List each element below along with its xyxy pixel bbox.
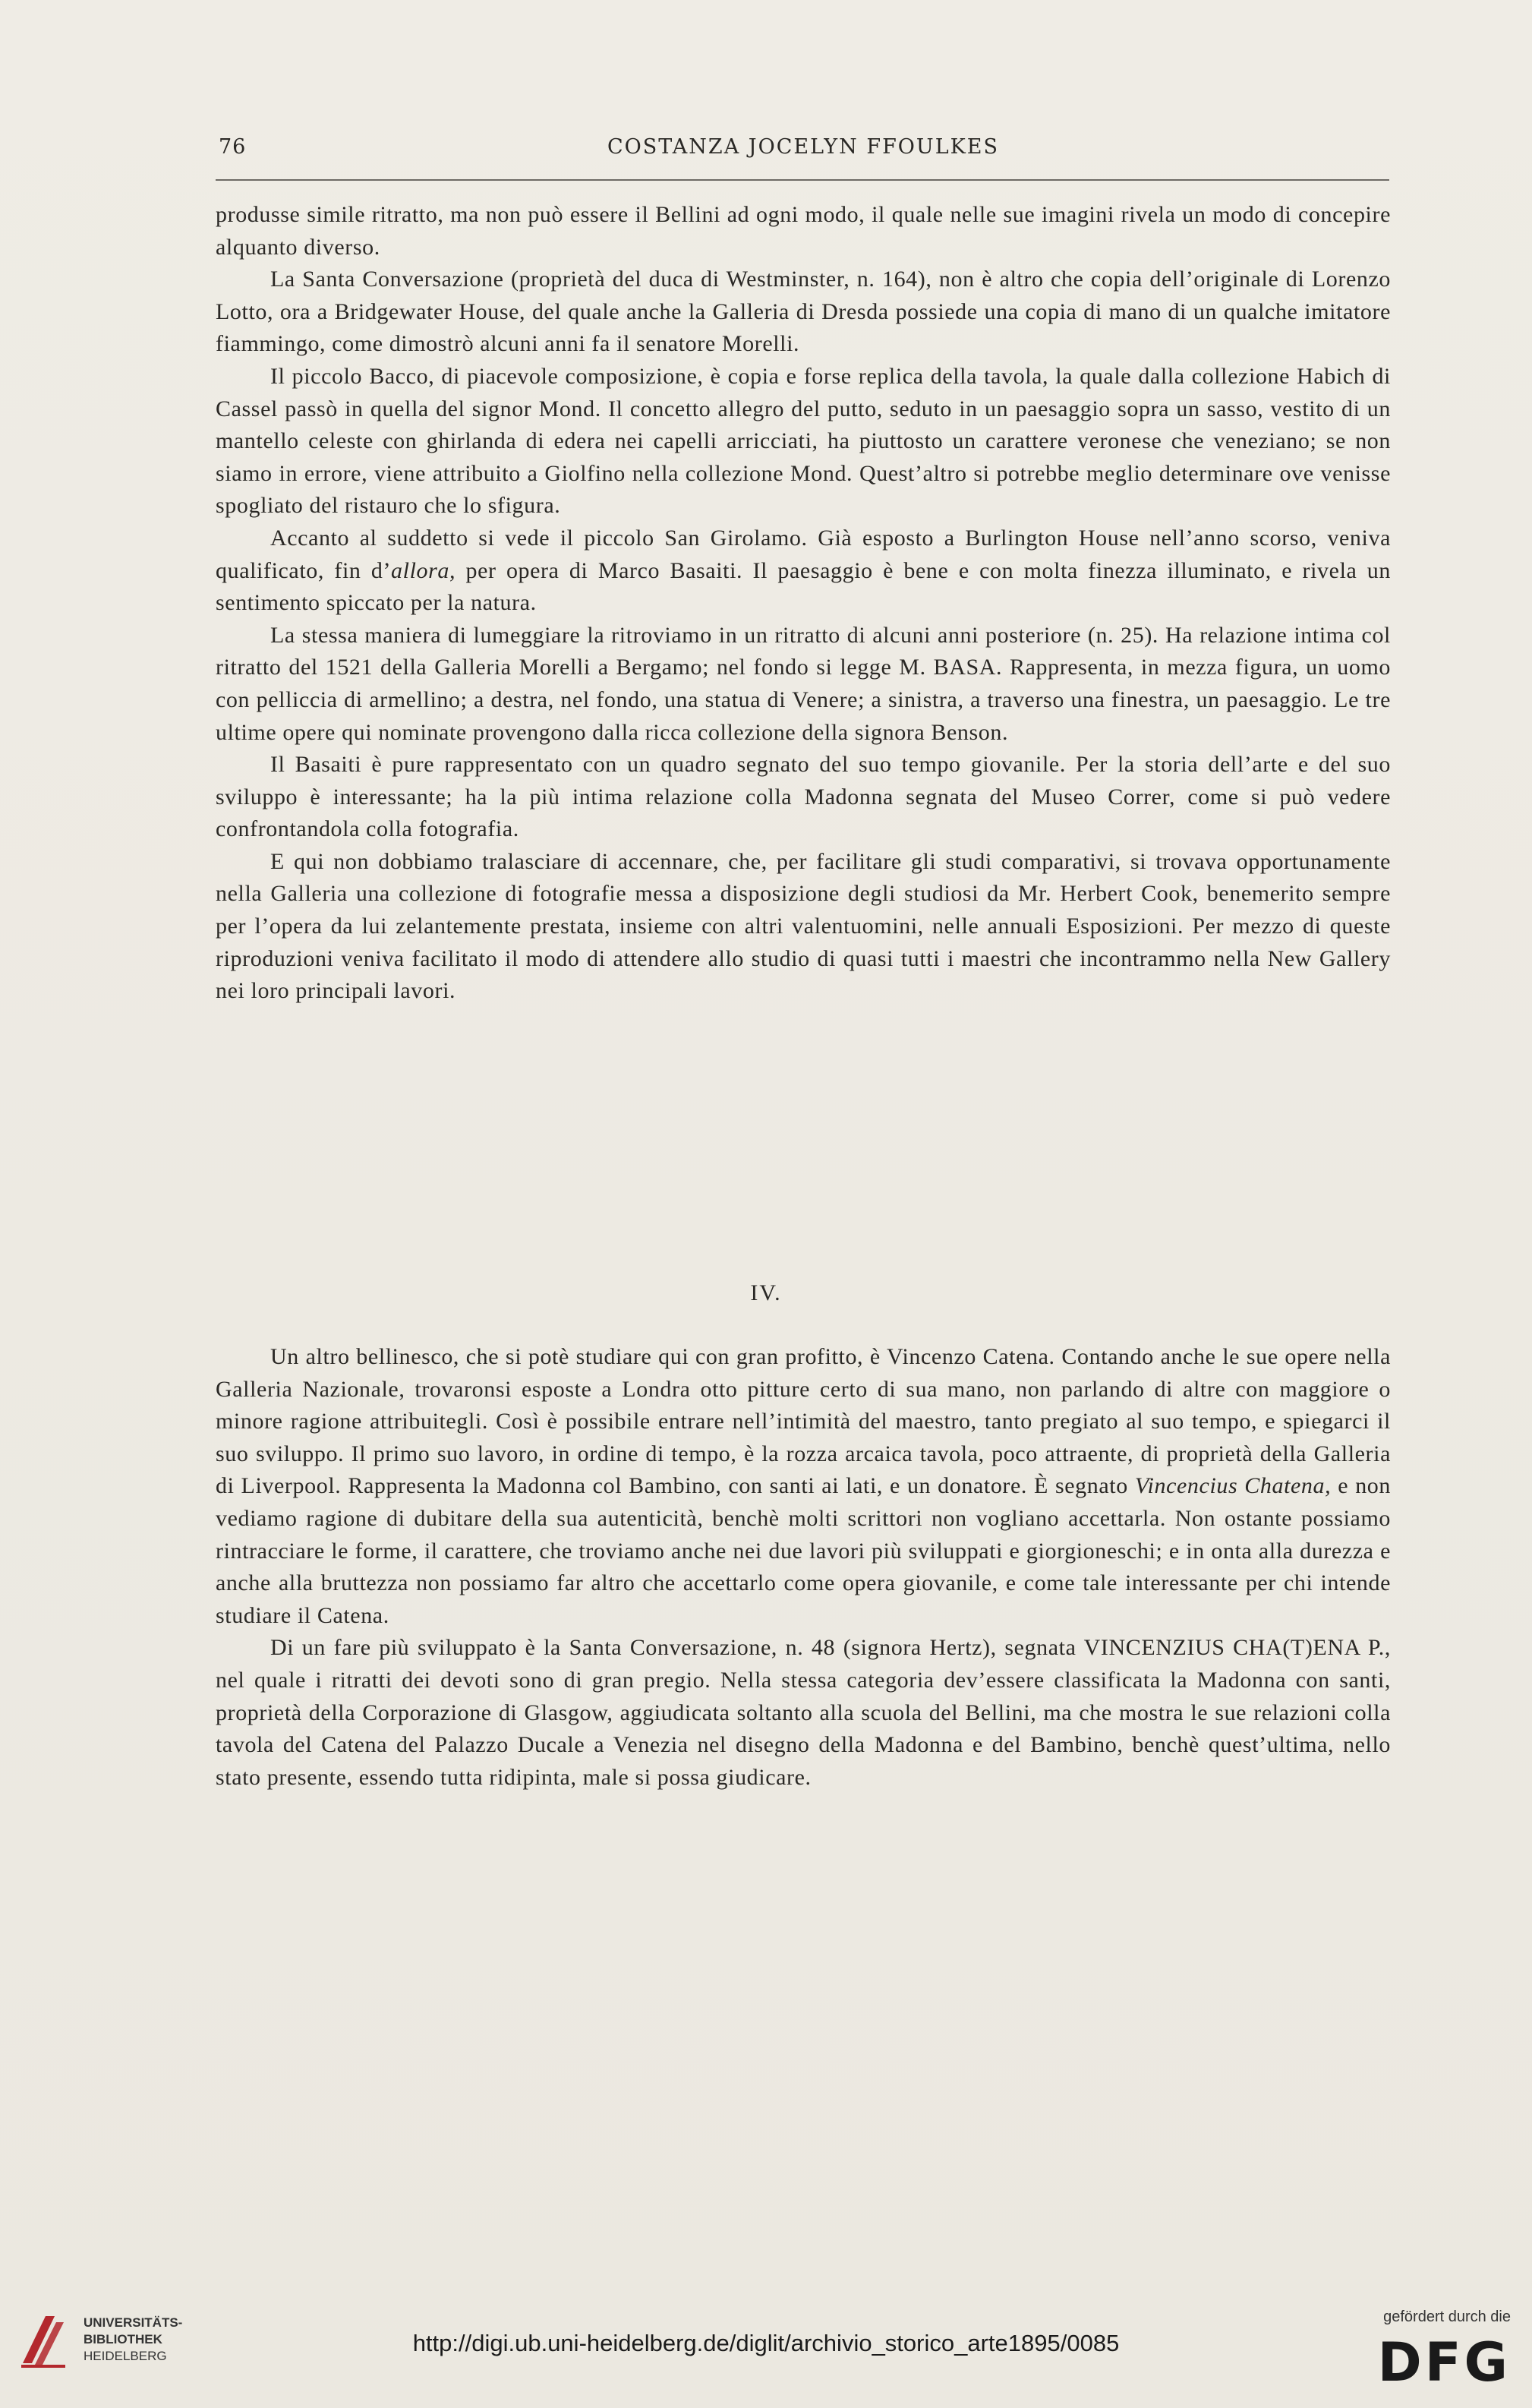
library-name-line: BIBLIOTHEK [84, 2332, 162, 2346]
paragraph: Il Basaiti è pure rappresentato con un quadro segnato del suo tempo giovanile. Per la storia dell’arte e del suo sviluppo è interessante; ha la più intima relazione colla Madonna segnata del Museo Correr, come si può vedere confrontandola colla fotografia. [216, 752, 1391, 842]
paragraph-text: per opera di Marco Basaiti. Il paesaggio è bene e con molta finezza illuminato, e rivela un sentimento spiccato per la natura. [216, 557, 1391, 616]
paragraph-text: Accanto al suddetto si vede il piccolo San Girolamo. Già esposto a Burlington House nell’anno scorso, veniva qualificato, fin d’ [216, 525, 1391, 583]
paragraph-text: e non vediamo ragione di dubitare della sua autenticità, benchè molti scrittori non vogliano accettarla. Non ostante possiamo rintracciare le forme, il carattere, che troviamo anche nei due lavori più sviluppati e giorgioneschi; e in onta alla durezza e anche alla bruttezza non possiamo far altro che accettarlo come opera giovanile, e come tale interessante per chi intende studiare il Catena. [216, 1473, 1391, 1628]
paragraph-text: Un altro bellinesco, che si potè studiare qui con gran profitto, è Vincenzo Catena. Contando anche le sue opere nella Galleria Nazionale, trovaronsi esposte a Londra otto pitture certo di sua mano, non parlando di altre con maggiore o minore ragione attribuitegli. Così è possibile entrare nell’intimità del maestro, tanto pregiato al suo tempo, e spiegarci il suo sviluppo. Il primo suo lavoro, in ordine di tempo, è la rozza arcaica tavola, poco attraente, di proprietà della Galleria di Liverpool. Rappresenta la Madonna col Bambino, con santi ai lati, e un donatore. È segnato [216, 1344, 1391, 1499]
library-name-line: UNIVERSITÄTS- [84, 2315, 183, 2330]
running-head [219, 135, 1388, 169]
paragraph: Di un fare più sviluppato è la Santa Conversazione, n. 48 (signora Hertz), segnata VINCENZIUS CHA(T)ENA P., nel quale i ritratti dei devoti sono di gran pregio. Nella stessa categoria dev’essere classificata la Madonna con santi, proprietà della Corporazione di Glasgow, aggiudicata soltanto alla scuola del Bellini, ma che mostra le sue relazioni colla tavola del Catena del Palazzo Ducale a Venezia nel disegno della Madonna e del Bambino, benchè quest’ultima, nello stato presente, essendo tutta ridipinta, male si possa giudicare. [216, 1635, 1391, 1790]
header-rule [216, 179, 1389, 181]
funding-note: gefördert durch die [1383, 2309, 1511, 2325]
paragraph [216, 522, 1391, 620]
dfg-logo: DFG [1377, 2331, 1511, 2394]
paragraph: La Santa Conversazione (proprietà del duca di Westminster, n. 164), non è altro che copia dell’originale di Lorenzo Lotto, ora a Bridgewater House, del quale anche la Galleria di Dresda possiede una copia di mano di un qualche imitatore fiammingo, come dimostrò alcuni anni fa il senatore Morelli. [216, 267, 1391, 357]
italic-signature: Vincencius Chatena, [1134, 1473, 1332, 1499]
paragraph: E qui non dobbiamo tralasciare di accennare, che, per facilitare gli studi comparativi, si trovava opportunamente nella Galleria una collezione di fotografie messa a disposizione degli studiosi da Mr. Herbert Cook, benemerito sempre per l’opera da lui zelantemente prestata, insieme con altri valentuomini, nelle annuali Esposizioni. Per mezzo di queste riproduzioni veniva facilitato il modo di attendere allo studio di quasi tutti i maestri che incontrammo nella New Gallery nei loro principali lavori. [216, 848, 1391, 1004]
page-number: 76 [219, 135, 247, 159]
paragraph: La stessa maniera di lumeggiare la ritroviamo in un ritratto di alcuni anni posteriore (n. 25). Ha relazione intima col ritratto del 1521 della Galleria Morelli a Bergamo; nel fondo si legge M. BASA. Rappresenta, in mezza figura, un uomo con pelliccia di armellino; a destra, nel fondo, una statua di Venere; a sinistra, a traverso una finestra, un paesaggio. Le tre ultime opere qui nominate provengono dalla ricca collezione della signora Benson. [216, 622, 1391, 745]
body-text [216, 199, 1391, 1008]
footer [0, 2293, 1532, 2408]
paragraph: produsse simile ritratto, ma non può essere il Bellini ad ogni modo, il quale nelle sue imagini rivela un modo di concepire alquanto diverso. [216, 202, 1391, 260]
library-name-line: HEIDELBERG [84, 2349, 167, 2363]
paragraph: Il piccolo Bacco, di piacevole composizione, è copia e forse replica della tavola, la quale dalla collezione Habich di Cassel passò in quella del signor Mond. Il concetto allegro del putto, seduto in un paesaggio sopra un sasso, vestito di un mantello celeste con ghirlanda di edera nei capelli arricciati, ha piuttosto un carattere veronese che veneziano; se non siamo in errore, viene attribuito a Giolfino nella collezione Mond. Quest’altro si potrebbe meglio determinare ove venisse spogliato del ristauro che lo sfigura. [216, 363, 1391, 519]
section-heading: IV. [750, 1280, 782, 1305]
body-text-section-iv [216, 1341, 1391, 1794]
paragraph [216, 1341, 1391, 1632]
source-url-link[interactable]: http://digi.ub.uni-heidelberg.de/diglit/archivio_storico_arte1895/0085 [412, 2330, 1120, 2356]
running-title: COSTANZA JOCELYN FFOULKES [607, 135, 999, 159]
italic-term: allora, [391, 557, 456, 583]
